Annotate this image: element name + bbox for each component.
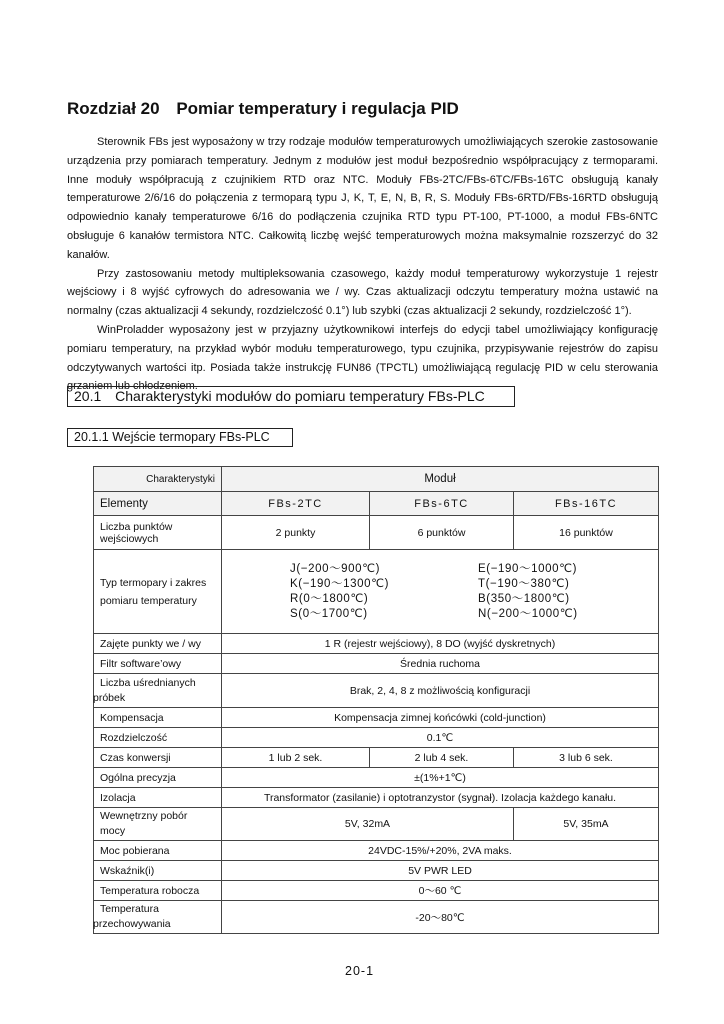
table-row: [94, 634, 659, 654]
range-e: E(−190～1000℃): [478, 562, 578, 575]
filter-value: Średnia ruchoma: [222, 654, 659, 674]
model-6tc: FBs-6TC: [370, 492, 514, 516]
samples-label-line1: Liczba uśrednianych: [100, 676, 196, 689]
table-row: [94, 492, 659, 516]
indicator-value: 5V PWR LED: [222, 861, 659, 881]
input-points-6tc: 6 punktów: [370, 516, 514, 550]
input-points-2tc: 2 punkty: [222, 516, 370, 550]
header-module: Moduł: [222, 467, 659, 492]
input-points-16tc: 16 punktów: [514, 516, 659, 550]
thermocouple-label-line2: pomiaru temperatury: [100, 594, 197, 607]
input-points-label: Liczba punktów wejściowych: [94, 516, 222, 550]
range-k: K(−190～1300℃): [290, 577, 390, 590]
header-characteristics: Charakterystyki: [94, 467, 222, 492]
compensation-label: Kompensacja: [94, 708, 222, 728]
internal-power-label-line1: Wewnętrzny pobór: [100, 810, 188, 822]
range-t: T(−190～380℃): [478, 577, 570, 590]
chapter-number: Rozdział 20: [67, 99, 160, 118]
table-row: [94, 788, 659, 808]
section-title: Charakterystyki modułów do pomiaru temperatury FBs-PLC: [115, 388, 485, 404]
io-points-value: 1 R (rejestr wejściowy), 8 DO (wyjść dyskretnych): [222, 634, 659, 654]
samples-value: Brak, 2, 4, 8 z możliwością konfiguracji: [222, 674, 659, 708]
table-row: [94, 808, 659, 841]
operating-temp-label: Temperatura robocza: [94, 881, 222, 901]
table-row: [94, 708, 659, 728]
thermocouple-label: [94, 550, 222, 634]
table-row: [94, 768, 659, 788]
io-points-label: Zajęte punkty we / wy: [94, 634, 222, 654]
chapter-heading: Pomiar temperatury i regulacja PID: [176, 99, 459, 118]
page-number: 20-1: [345, 964, 375, 978]
operating-temp-value: 0～60 ℃: [222, 881, 659, 901]
table-row: [94, 748, 659, 768]
range-r: R(0～1800℃): [290, 592, 369, 605]
compensation-value: Kompensacja zimnej końcówki (cold-junction): [222, 708, 659, 728]
range-j: J(−200～900℃): [290, 562, 381, 575]
range-n: N(−200～1000℃): [478, 607, 578, 620]
paragraph: WinProladder wyposażony jest w przyjazny użytkownikowi interfejs do edycji tabel umożliwiający konfigurację pomiaru temperatury, na przykład wybór modułu temperaturowego, typu czujnika, przypisywanie rejestrów do zapisu odczytywanych wartości itp. Posiada także instrukcję FUN86 (TPCTL) umożliwiającą regulację PID w celu sterowania grzaniem lub chłodzeniem.: [67, 323, 658, 393]
indicator-label: Wskaźnik(i): [94, 861, 222, 881]
paragraph: Sterownik FBs jest wyposażony w trzy rodzaje modułów temperaturowych umożliwiających szerokie zastosowanie urządzenia przy pomiarach temperatury. Jednym z modułów jest moduł bezpośrednio współpracujący z termoparami. Inne moduły współpracują z czujnikiem RTD oraz NTC. Moduły FBs-2TC/FBs-6TC/FBs-16TC obsługują kanały temperaturowe 2/6/16 do połączenia z termoparą typu J, K, T, E, N, B, R, S. Moduły FBs-6RTD/FBs-16RTD obsługują odpowiednio kanały temperaturowe 6/16 do podłączenia czujnika RTD typu PT-100, PT-1000, a moduł FBs-6NTC obsługuje 6 kanałów termistora NTC. Całkowitą liczbę wejść temperaturowych można maksymalnie rozszerzyć do 32 kanałów.: [67, 136, 658, 261]
filter-label: Filtr software’owy: [94, 654, 222, 674]
storage-temp-label-line2: przechowywania: [93, 918, 171, 930]
conversion-6tc: 2 lub 4 sek.: [370, 748, 514, 768]
thermocouple-label-line1: Typ termopary i zakres: [100, 576, 207, 589]
chapter-title: [67, 99, 459, 119]
table-row: [94, 901, 659, 934]
isolation-value: Transformator (zasilanie) i optotranzystor (sygnał). Izolacja każdego kanału.: [222, 788, 659, 808]
table-row: [94, 467, 659, 492]
internal-power-label-line2: mocy: [100, 825, 126, 837]
internal-power-16tc: 5V, 35mA: [514, 808, 659, 841]
storage-temp-label-line1: Temperatura: [100, 903, 159, 915]
table-row: [94, 861, 659, 881]
spec-table: [93, 466, 659, 934]
accuracy-value: ±(1%+1℃): [222, 768, 659, 788]
range-s: S(0～1700℃): [290, 607, 368, 620]
header-elements: Elementy: [94, 492, 222, 516]
table-row: [94, 550, 659, 634]
model-2tc: FBs-2TC: [222, 492, 370, 516]
table-row: [94, 841, 659, 861]
storage-temp-value: -20～80℃: [222, 901, 659, 934]
isolation-label: Izolacja: [94, 788, 222, 808]
storage-temp-label: [94, 901, 222, 934]
accuracy-label: Ogólna precyzja: [94, 768, 222, 788]
table-row: [94, 881, 659, 901]
model-16tc: FBs-16TC: [514, 492, 659, 516]
thermocouple-ranges: [222, 550, 659, 634]
table-row: [94, 654, 659, 674]
section-heading: [67, 386, 515, 407]
internal-power-2tc-6tc: 5V, 32mA: [222, 808, 514, 841]
table-row: [94, 728, 659, 748]
power-draw-label: Moc pobierana: [94, 841, 222, 861]
subsection-heading: 20.1.1 Wejście termopary FBs-PLC: [67, 428, 293, 447]
resolution-label: Rozdzielczość: [94, 728, 222, 748]
table-row: [94, 674, 659, 708]
conversion-label: Czas konwersji: [94, 748, 222, 768]
samples-label-line2: próbek: [93, 691, 126, 704]
intro-text: [67, 133, 658, 396]
internal-power-label: [94, 808, 222, 841]
conversion-2tc: 1 lub 2 sek.: [222, 748, 370, 768]
section-number: 20.1: [74, 388, 102, 404]
table-row: [94, 516, 659, 550]
power-draw-value: 24VDC-15%/+20%, 2VA maks.: [222, 841, 659, 861]
paragraph: Przy zastosowaniu metody multipleksowania czasowego, każdy moduł temperaturowy wykorzystuje 1 rejestr wejściowy i 8 wyjść cyfrowych do adresowania we / wy. Czas aktualizacji odczytu temperatury można ustawić na normalny (czas aktualizacji 4 sekundy, rozdzielczość 0.1°) lub szybki (czas aktualizacji 2 sekundy, rozdzielczość 1°).: [67, 267, 658, 318]
conversion-16tc: 3 lub 6 sek.: [514, 748, 659, 768]
resolution-value: 0.1℃: [222, 728, 659, 748]
range-b: B(350～1800℃): [478, 592, 570, 605]
samples-label: [94, 674, 222, 708]
